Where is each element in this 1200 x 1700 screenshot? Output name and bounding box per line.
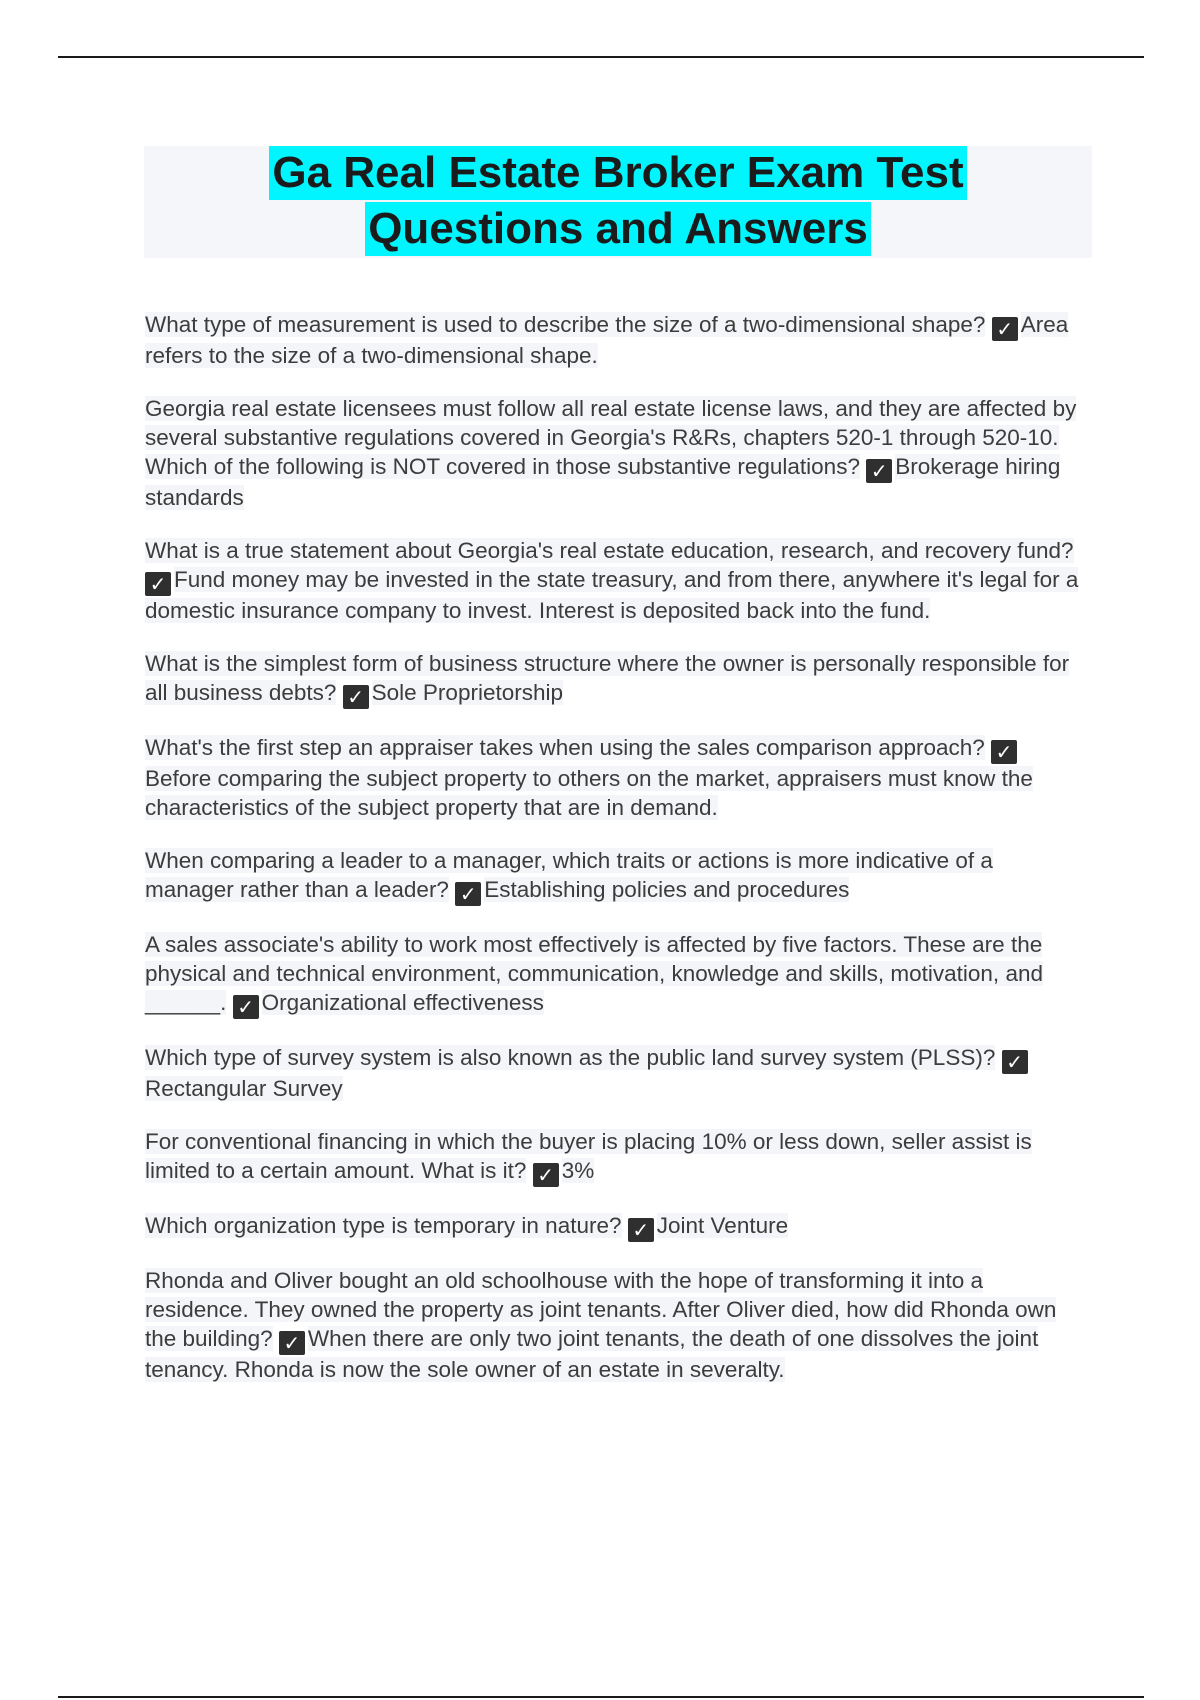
qa-item	[145, 310, 1085, 370]
answer-text: When there are only two joint tenants, the death of one dissolves the joint tenancy. Rhonda is now the sole owner of an estate in severalty.	[145, 1326, 1039, 1382]
qa-item	[145, 733, 1085, 822]
answer-text: Area refers to the size of a two-dimensional shape.	[145, 312, 1069, 368]
answer-text: Rectangular Survey	[145, 1076, 343, 1101]
answer-text: Establishing policies and procedures	[484, 877, 850, 902]
question-text: What type of measurement is used to describe the size of a two-dimensional shape?	[145, 312, 986, 337]
checkmark-icon: ✓	[991, 740, 1017, 764]
title-text-2: Questions and Answers	[365, 202, 871, 256]
question-text: Georgia real estate licensees must follow all real estate license laws, and they are affected by several substantive regulations covered in Georgia's R&Rs, chapters 520-1 through 520-10. Which of the following is NOT covered in those substantive regulations?	[145, 396, 1077, 479]
checkmark-icon: ✓	[1002, 1050, 1028, 1074]
answer-text: Joint Venture	[656, 1213, 789, 1238]
qa-item	[145, 1043, 1085, 1103]
checkmark-icon: ✓	[533, 1163, 559, 1187]
title-text-1: Ga Real Estate Broker Exam Test	[269, 146, 966, 200]
top-rule	[58, 56, 1144, 58]
checkmark-icon: ✓	[866, 459, 892, 483]
question-text: What's the first step an appraiser takes when using the sales comparison approach?	[145, 735, 985, 760]
qa-list	[145, 310, 1085, 1408]
question-text: What is the simplest form of business structure where the owner is personally responsible for all business debts?	[145, 651, 1070, 705]
qa-item	[145, 536, 1085, 625]
qa-item	[145, 1266, 1085, 1384]
answer-text: Organizational effectiveness	[261, 990, 544, 1015]
qa-item	[145, 930, 1085, 1019]
checkmark-icon: ✓	[343, 685, 369, 709]
question-text: A sales associate's ability to work most effectively is affected by five factors. These are the physical and technical environment, communication, knowledge and skills, motivation, and ______.	[145, 932, 1043, 1015]
answer-text: Brokerage hiring standards	[145, 454, 1061, 510]
answer-text: Sole Proprietorship	[371, 680, 563, 705]
checkmark-icon: ✓	[145, 572, 171, 596]
answer-text: 3%	[561, 1158, 595, 1183]
checkmark-icon: ✓	[628, 1218, 654, 1242]
title-line-2	[144, 202, 1092, 258]
document-title	[144, 146, 1092, 258]
question-text: For conventional financing in which the buyer is placing 10% or less down, seller assist is limited to a certain amount. What is it?	[145, 1129, 1032, 1183]
qa-item	[145, 1211, 1085, 1242]
checkmark-icon: ✓	[233, 995, 259, 1019]
question-text: Which type of survey system is also known as the public land survey system (PLSS)?	[145, 1045, 996, 1070]
question-text: What is a true statement about Georgia's real estate education, research, and recovery fund?	[145, 538, 1074, 563]
question-text: When comparing a leader to a manager, which traits or actions is more indicative of a manager rather than a leader?	[145, 848, 993, 902]
checkmark-icon: ✓	[992, 317, 1018, 341]
answer-text: Fund money may be invested in the state treasury, and from there, anywhere it's legal for a domestic insurance company to invest. Interest is deposited back into the fund.	[145, 567, 1079, 623]
bottom-rule	[58, 1696, 1144, 1698]
qa-item	[145, 649, 1085, 709]
qa-item	[145, 846, 1085, 906]
checkmark-icon: ✓	[279, 1331, 305, 1355]
question-text: Rhonda and Oliver bought an old schoolhouse with the hope of transforming it into a residence. They owned the property as joint tenants. After Oliver died, how did Rhonda own the building?	[145, 1268, 1057, 1351]
question-text: Which organization type is temporary in nature?	[145, 1213, 622, 1238]
qa-item	[145, 1127, 1085, 1187]
title-line-1	[144, 146, 1092, 202]
checkmark-icon: ✓	[455, 882, 481, 906]
answer-text: Before comparing the subject property to others on the market, appraisers must know the characteristics of the subject property that are in demand.	[145, 766, 1033, 820]
qa-item	[145, 394, 1085, 512]
